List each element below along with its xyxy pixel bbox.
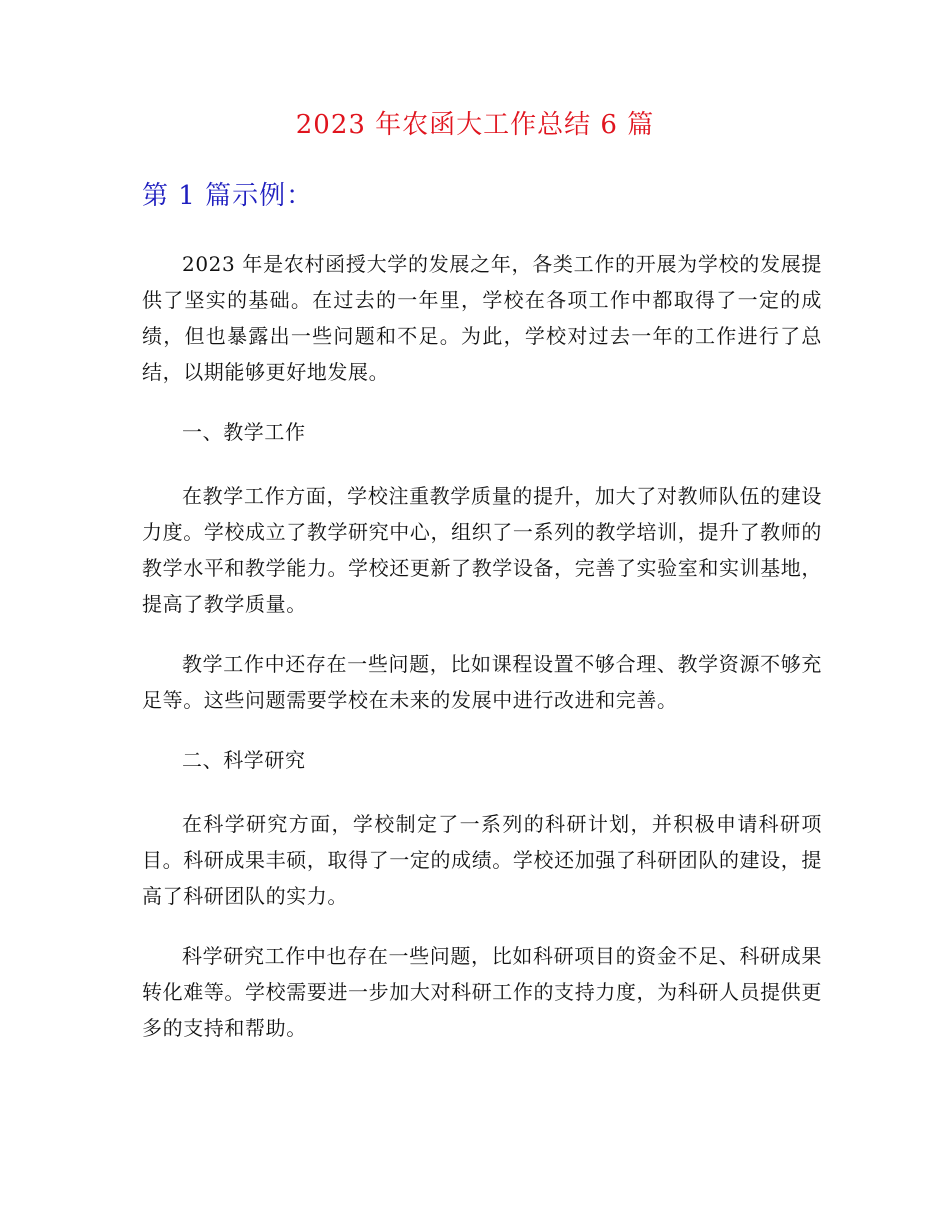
document-body — [142, 246, 822, 1070]
paragraph-teaching-problems: 教学工作中还存在一些问题，比如课程设置不够合理、教学资源不够充足等。这些问题需要学校在未来的发展中进行改进和完善。 — [142, 652, 822, 712]
paragraph-intro: 2023 年是农村函授大学的发展之年，各类工作的开展为学校的发展提供了坚实的基础。在过去的一年里，学校在各项工作中都取得了一定的成绩，但也暴露出一些问题和不足。为此，学校对过去一年的工作进行了总结，以期能够更好地发展。 — [142, 252, 822, 384]
subheading-teaching: 一、教学工作 — [182, 420, 306, 444]
subheading-research: 二、科学研究 — [182, 748, 306, 772]
document-title: 2023 年农函大工作总结 6 篇 — [295, 110, 655, 140]
paragraph-teaching-achievements: 在教学工作方面，学校注重教学质量的提升，加大了对教师队伍的建设力度。学校成立了教学研究中心，组织了一系列的教学培训，提升了教师的教学水平和教学能力。学校还更新了教学设备，完善了实验室和实训基地，提高了教学质量。 — [142, 484, 822, 616]
paragraph-research-achievements: 在科学研究方面，学校制定了一系列的科研计划，并积极申请科研项目。科研成果丰硕，取得了一定的成绩。学校还加强了科研团队的建设，提高了科研团队的实力。 — [142, 812, 822, 908]
paragraph-research-problems: 科学研究工作中也存在一些问题，比如科研项目的资金不足、科研成果转化难等。学校需要进一步加大对科研工作的支持力度，为科研人员提供更多的支持和帮助。 — [142, 944, 822, 1040]
section-heading: 第 1 篇示例： — [142, 181, 314, 211]
